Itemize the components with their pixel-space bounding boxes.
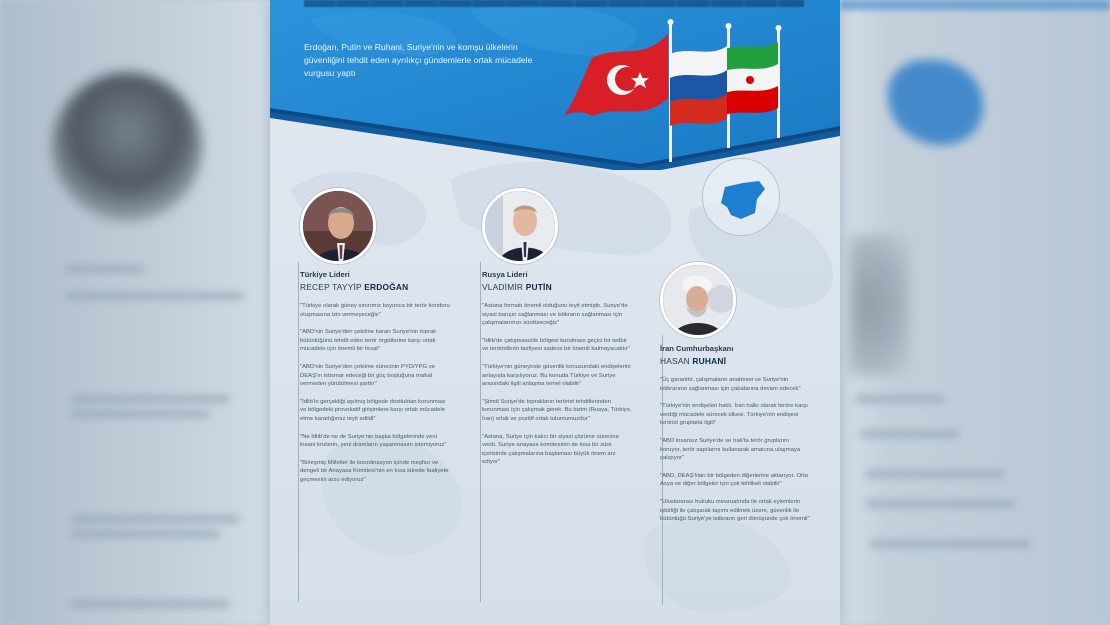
blurred-portrait-right [850,235,910,375]
blurred-band [840,0,1110,10]
infographic-sheet [270,0,840,625]
divider-line [480,262,481,602]
quote: "Şimdi Suriye'de toprakların terörist tehditlerinden korunması için çalışmak gerek. Bu bizim (Rusya, Türkiye, İran) ortak ve pozitif ortak tutumumuzdur" [482,398,632,422]
quote: "ABD, DEAŞ'lıları bir bölgeden diğerlerine aktarıyor. Orta Asya ve diğer bölgeler için çok tehlikeli olabilir" [660,472,808,488]
russia-flag [670,46,727,126]
title-strip [304,0,804,7]
iran-flag [722,42,778,116]
ruhani-quotes [660,376,840,524]
header-banner [270,0,840,170]
leader-putin [482,188,662,476]
header-background [270,0,840,170]
erdogan-name: RECEP TAYYİP ERDOĞAN [300,282,409,292]
quote: "İdlib'in gerçekliği aşılmış bölgede dostluktan korunması ve bölgedeki provokatif girişimlere karşı ortak mücadele etme kararlığımız teyit edildi" [300,398,446,422]
quote: "Ne İdlib'de ne de Suriye'nin başka bölgelerinde yeni insani krizlerin, yeni dramların yaşanmasını istemiyoruz" [300,433,447,449]
quote: "Türkiye'nin güneyinde güvenlik konusundaki endişelerini anlayışla karşılıyoruz. Bu konuda Türkiye ve Suriye arasındaki ilgili anlaşma temel olabilir" [482,363,631,388]
ruhani-role: İran Cumhurbaşkanı [660,344,734,353]
putin-role: Rusya Lideri [482,270,528,279]
erdogan-photo [300,188,376,264]
leader-erdogan [300,188,480,494]
putin-quotes [482,302,662,467]
ruhani-name: HASAN RUHANİ [660,356,727,366]
putin-name: VLADİMİR PUTİN [482,282,552,292]
quote: "Uluslararası hukuku mevzuatında ile ortak eylemlerin işbirliği ile çalışarak taşımı edilmek üzere, güvenlik ile bütünlüğü Suriye'ye istikrarın geri dönüşünde çok önemli" [660,498,810,523]
quote: "Astana, Suriye için kalıcı bir siyasi çözüme sürecine verdi. Suriye anayasa komitesinin de kısa bir süre içerisinde çalışmalarına başlaması büyük önem arz ediyor" [482,433,619,466]
quote: "ABD insansız Suriye'de ve Irak'ta terör gruplarını koruyor, terör sapılarını kullanarak amacına ulaşmaya çalışıyor" [660,437,801,462]
leader-ruhani [660,262,840,533]
quote: "Astana formatı önemli olduğunu teyit etmiştir. Suriye'de siyasi barışın sağlanması ve istikrarın sağlanması için çalışmalarımızı sürdüreceğiz" [482,303,628,327]
erdogan-role: Türkiye Lideri [300,270,350,279]
quote: "Türkiye olarak güney sınırımız boyunca bir terör koridoru oluşmasına izin vermeyeceğiz" [300,303,450,318]
quote: "ABD'nin Suriye'den çekilme sürecinin PYD/YPG ve DEAŞ'ın istismar edeceği bir güç boşluğuna mahal vermeden yürütülmesi şarttır" [300,363,435,388]
blurred-portrait [52,72,202,222]
quote: "Üç garantör, çalışmaların anatmesi ve Suriye'nin istikrarının sağlanması için çabalarına devam edecek" [660,377,801,392]
erdogan-quotes [300,302,480,485]
ruhani-photo [660,262,736,338]
syria-map-circle [702,158,780,236]
divider-line [298,262,299,602]
quote: "Birleşmiş Milletler ile koordinasyon içinde meşhur ve dengeli bir Anayasa Komitesi'nin en kısa sürede faaliyete geçmesini arzu ediyoruz" [300,459,449,483]
syria-map-icon [703,159,781,237]
quote: "İdlib'de çatışmasızlık bölgesi kurulması geçici bir tedbir ve teröristlerin tasfiyesi sadece bir önemli kalmayacaktır" [482,337,630,353]
putin-photo [482,188,558,264]
summary-text: Erdoğan, Putin ve Ruhani, Suriye'nin ve komşu ülkelerin güvenliğini tehdit eden ayrılıkçı gündemlerle ortak mücadele vurgusu yaptı [304,42,533,78]
quote: "Türkiye'nin endişeleri haklı. İran halkı olarak teröre karşı verdiği mücadele sürecek ülkesi. Türkiye'nin endişesi terörist gruplarla ilgili" [660,403,808,427]
quote: "ABD'nin Suriye'den çekilme kararı Suriye'nin toprak bütünlüğünü tehdit eden terör örgütlerine karşı ortak mücadele için önemli bir fırsat" [300,329,437,353]
